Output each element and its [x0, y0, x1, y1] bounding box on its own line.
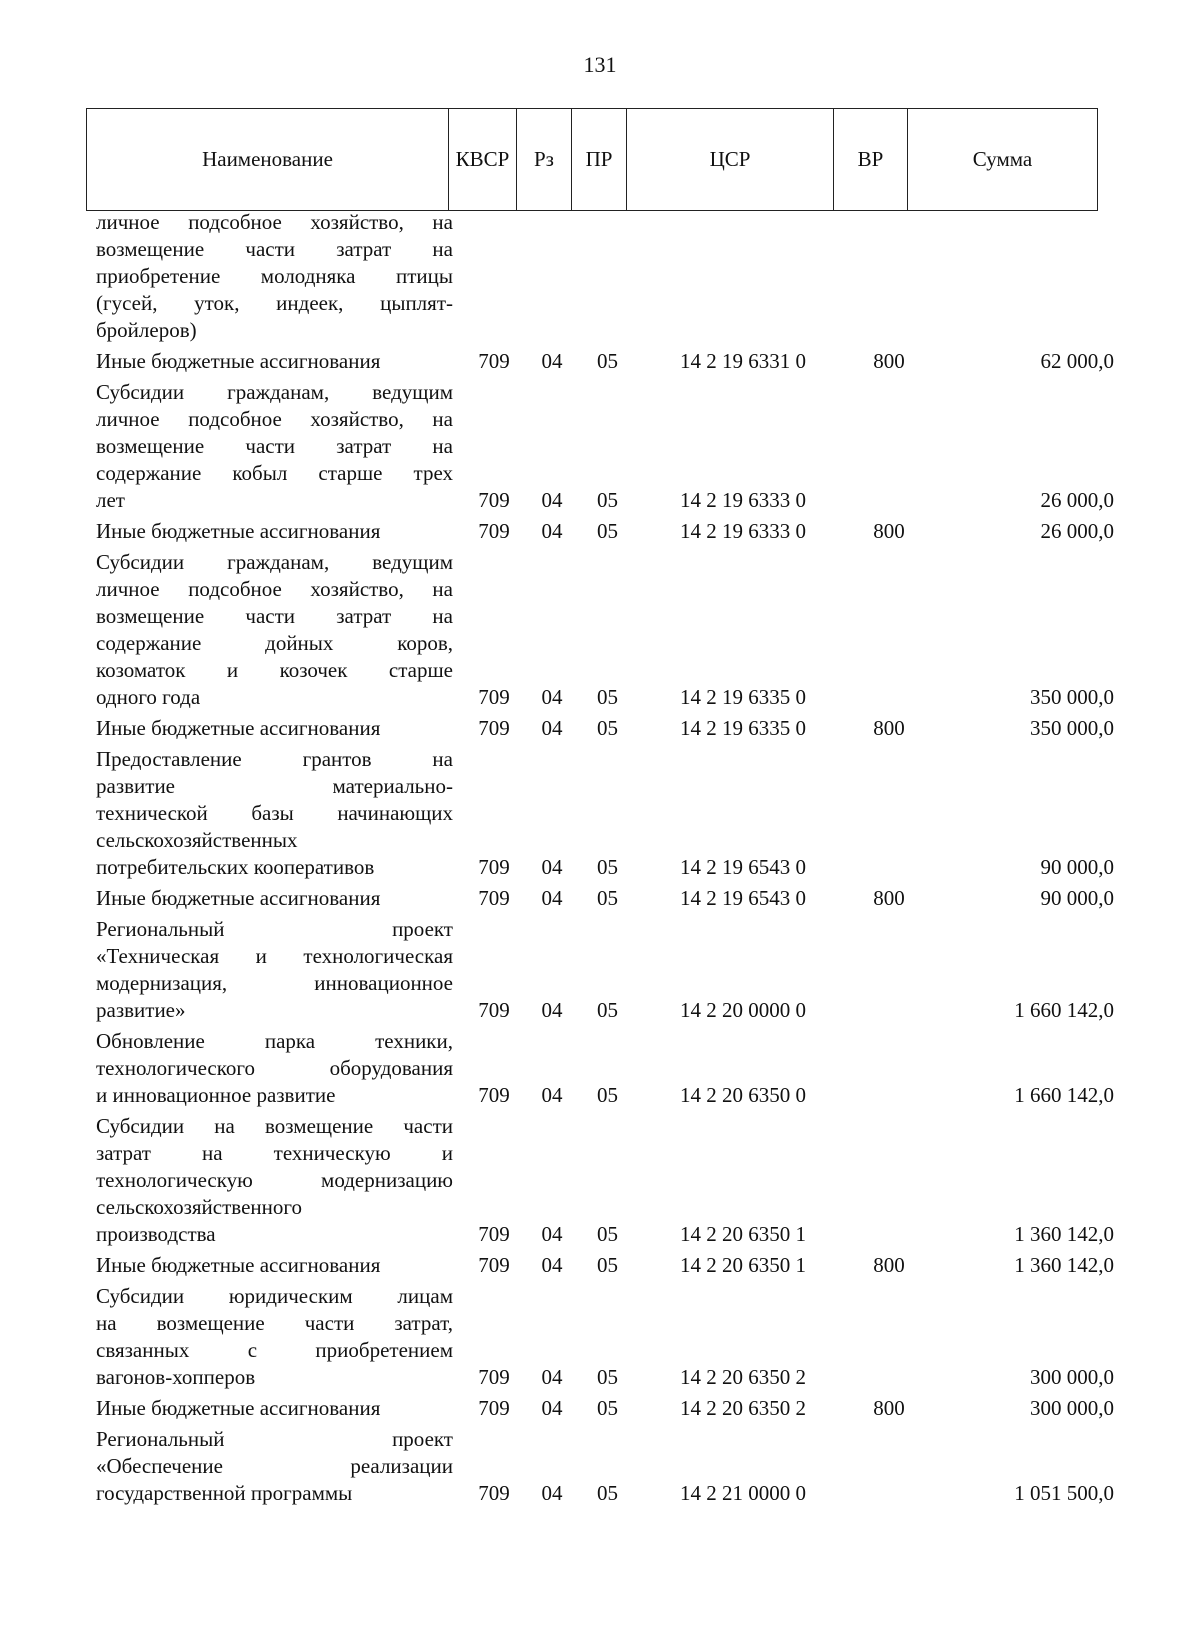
cell-kvsr: 709 [478, 349, 510, 373]
cell-kvsr: 709 [478, 1083, 510, 1107]
cell-sum: 300 000,0 [1030, 1365, 1114, 1389]
cell-csr: 14 2 20 6350 1 [680, 1222, 806, 1246]
row-name-line: Иные бюджетные ассигнования [96, 716, 381, 740]
table-row [0, 1395, 1200, 1422]
cell-sum: 1 660 142,0 [1014, 998, 1114, 1022]
row-name-line: сельскохозяйственных [96, 828, 298, 852]
cell-csr: 14 2 20 6350 2 [680, 1365, 806, 1389]
row-name-line: технологического оборудования [96, 1056, 453, 1080]
cell-pr: 05 [597, 1083, 618, 1107]
cell-pr: 05 [597, 1481, 618, 1505]
row-name-line: Иные бюджетные ассигнования [96, 349, 381, 373]
header-vr: ВР [834, 109, 908, 211]
row-name-line: Иные бюджетные ассигнования [96, 1396, 381, 1420]
row-name-line: потребительских кооперативов [96, 855, 375, 879]
row-name-line: «Обеспечение реализации [96, 1454, 453, 1478]
cell-sum: 90 000,0 [1040, 855, 1114, 879]
row-name-line: Иные бюджетные ассигнования [96, 519, 381, 543]
cell-pr: 05 [597, 488, 618, 512]
row-name [96, 348, 453, 375]
cell-sum: 26 000,0 [1040, 488, 1114, 512]
cell-sum: 1 360 142,0 [1014, 1222, 1114, 1246]
cell-csr: 14 2 19 6335 0 [680, 685, 806, 709]
cell-csr: 14 2 21 0000 0 [680, 1481, 806, 1505]
row-name [96, 1426, 453, 1507]
row-name [96, 885, 453, 912]
cell-sum: 62 000,0 [1040, 349, 1114, 373]
cell-kvsr: 709 [478, 855, 510, 879]
cell-kvsr: 709 [478, 998, 510, 1022]
row-name-line: бройлеров) [96, 318, 197, 342]
row-name-line: приобретение молодняка птицы [96, 264, 453, 288]
row-name-line: Обновление парка техники, [96, 1029, 453, 1053]
cell-vr: 800 [873, 886, 905, 910]
cell-kvsr: 709 [478, 1396, 510, 1420]
row-name [96, 549, 453, 711]
row-name-line: технологическую модернизацию [96, 1168, 453, 1192]
row-name [96, 715, 453, 742]
row-name-line: технической базы начинающих [96, 801, 453, 825]
row-name-line: Субсидии на возмещение части [96, 1114, 453, 1138]
cell-rz: 04 [541, 488, 563, 512]
row-name-line: затрат на техническую и [96, 1141, 453, 1165]
table-row [0, 549, 1200, 711]
cell-sum: 300 000,0 [1030, 1396, 1114, 1420]
cell-kvsr: 709 [478, 716, 510, 740]
row-name-line: развитие» [96, 998, 186, 1022]
row-name [96, 746, 453, 881]
table-row [0, 518, 1200, 545]
table-row [0, 916, 1200, 1024]
cell-csr: 14 2 19 6333 0 [680, 519, 806, 543]
cell-csr: 14 2 20 0000 0 [680, 998, 806, 1022]
row-name-line: развитие материально- [96, 774, 453, 798]
table-row [0, 1426, 1200, 1507]
row-name-line: (гусей, уток, индеек, цыплят- [96, 291, 453, 315]
row-name [96, 1252, 453, 1279]
row-name-line: возмещение части затрат на [96, 237, 453, 261]
header-rz: Рз [517, 109, 572, 211]
cell-vr: 800 [873, 519, 905, 543]
row-name-line: личное подсобное хозяйство, на [96, 210, 453, 234]
cell-pr: 05 [597, 519, 618, 543]
cell-kvsr: 709 [478, 1253, 510, 1277]
row-name [96, 916, 453, 1024]
cell-sum: 1 660 142,0 [1014, 1083, 1114, 1107]
row-name-line: Иные бюджетные ассигнования [96, 886, 381, 910]
cell-kvsr: 709 [478, 1365, 510, 1389]
row-name-line: козоматок и козочек старше [96, 658, 453, 682]
row-name [96, 1028, 453, 1109]
table-row [0, 885, 1200, 912]
row-name-line: связанных с приобретением [96, 1338, 453, 1362]
cell-rz: 04 [541, 1253, 563, 1277]
table-row [0, 1028, 1200, 1109]
cell-kvsr: 709 [478, 488, 510, 512]
cell-csr: 14 2 20 6350 1 [680, 1253, 806, 1277]
cell-csr: 14 2 20 6350 0 [680, 1083, 806, 1107]
cell-rz: 04 [541, 1481, 563, 1505]
cell-pr: 05 [597, 716, 618, 740]
row-name [96, 1113, 453, 1248]
row-name-line: сельскохозяйственного [96, 1195, 302, 1219]
cell-sum: 350 000,0 [1030, 716, 1114, 740]
cell-rz: 04 [541, 716, 563, 740]
cell-csr: 14 2 19 6543 0 [680, 886, 806, 910]
cell-pr: 05 [597, 1253, 618, 1277]
cell-vr: 800 [873, 1253, 905, 1277]
table-row [0, 379, 1200, 514]
row-name-line: и инновационное развитие [96, 1083, 336, 1107]
table-row [0, 209, 1200, 344]
row-name-line: лет [96, 488, 125, 512]
table-row [0, 1252, 1200, 1279]
cell-csr: 14 2 20 6350 2 [680, 1396, 806, 1420]
cell-kvsr: 709 [478, 1481, 510, 1505]
cell-vr: 800 [873, 716, 905, 740]
cell-kvsr: 709 [478, 685, 510, 709]
table-row [0, 715, 1200, 742]
cell-rz: 04 [541, 998, 563, 1022]
table-row [0, 746, 1200, 881]
header-pr: ПР [572, 109, 627, 211]
row-name-line: Предоставление грантов на [96, 747, 453, 771]
row-name-line: возмещение части затрат на [96, 604, 453, 628]
table-row [0, 1283, 1200, 1391]
cell-rz: 04 [541, 519, 563, 543]
row-name [96, 1395, 453, 1422]
row-name-line: личное подсобное хозяйство, на [96, 577, 453, 601]
cell-pr: 05 [597, 998, 618, 1022]
cell-sum: 26 000,0 [1040, 519, 1114, 543]
table-row [0, 1113, 1200, 1248]
cell-sum: 1 360 142,0 [1014, 1253, 1114, 1277]
cell-rz: 04 [541, 855, 563, 879]
cell-rz: 04 [541, 685, 563, 709]
header-csr: ЦСР [627, 109, 834, 211]
row-name-line: Субсидии гражданам, ведущим [96, 550, 453, 574]
row-name-line: производства [96, 1222, 216, 1246]
row-name-line: Субсидии юридическим лицам [96, 1284, 453, 1308]
cell-kvsr: 709 [478, 519, 510, 543]
cell-pr: 05 [597, 1365, 618, 1389]
row-name-line: одного года [96, 685, 201, 709]
cell-rz: 04 [541, 1222, 563, 1246]
row-name [96, 518, 453, 545]
cell-pr: 05 [597, 1222, 618, 1246]
cell-rz: 04 [541, 1365, 563, 1389]
row-name-line: личное подсобное хозяйство, на [96, 407, 453, 431]
cell-pr: 05 [597, 855, 618, 879]
table-row [0, 348, 1200, 375]
row-name-line: Региональный проект [96, 917, 453, 941]
cell-pr: 05 [597, 349, 618, 373]
cell-vr: 800 [873, 349, 905, 373]
row-name-line: на возмещение части затрат, [96, 1311, 453, 1335]
cell-kvsr: 709 [478, 886, 510, 910]
row-name [96, 209, 453, 344]
cell-rz: 04 [541, 886, 563, 910]
row-name-line: возмещение части затрат на [96, 434, 453, 458]
row-name-line: вагонов-хопперов [96, 1365, 256, 1389]
cell-pr: 05 [597, 1396, 618, 1420]
row-name-line: «Техническая и технологическая [96, 944, 453, 968]
row-name-line: Субсидии гражданам, ведущим [96, 380, 453, 404]
header-kvsr: КВСР [449, 109, 517, 211]
cell-rz: 04 [541, 1396, 563, 1420]
page-number: 131 [583, 52, 617, 77]
cell-sum: 350 000,0 [1030, 685, 1114, 709]
cell-sum: 1 051 500,0 [1014, 1481, 1114, 1505]
row-name-line: государственной программы [96, 1481, 353, 1505]
cell-csr: 14 2 19 6333 0 [680, 488, 806, 512]
header-sum: Сумма [908, 109, 1098, 211]
cell-rz: 04 [541, 1083, 563, 1107]
table-body [0, 209, 1200, 1507]
row-name-line: содержание дойных коров, [96, 631, 453, 655]
row-name-line: модернизация, инновационное [96, 971, 453, 995]
header-name: Наименование [87, 109, 449, 211]
row-name-line: содержание кобыл старше трех [96, 461, 453, 485]
cell-pr: 05 [597, 886, 618, 910]
cell-csr: 14 2 19 6331 0 [680, 349, 806, 373]
cell-vr: 800 [873, 1396, 905, 1420]
row-name-line: Иные бюджетные ассигнования [96, 1253, 381, 1277]
row-name [96, 379, 453, 514]
cell-csr: 14 2 19 6335 0 [680, 716, 806, 740]
cell-sum: 90 000,0 [1040, 886, 1114, 910]
row-name [96, 1283, 453, 1391]
cell-pr: 05 [597, 685, 618, 709]
table-header [86, 108, 1098, 211]
row-name-line: Региональный проект [96, 1427, 453, 1451]
cell-rz: 04 [541, 349, 563, 373]
cell-kvsr: 709 [478, 1222, 510, 1246]
cell-csr: 14 2 19 6543 0 [680, 855, 806, 879]
